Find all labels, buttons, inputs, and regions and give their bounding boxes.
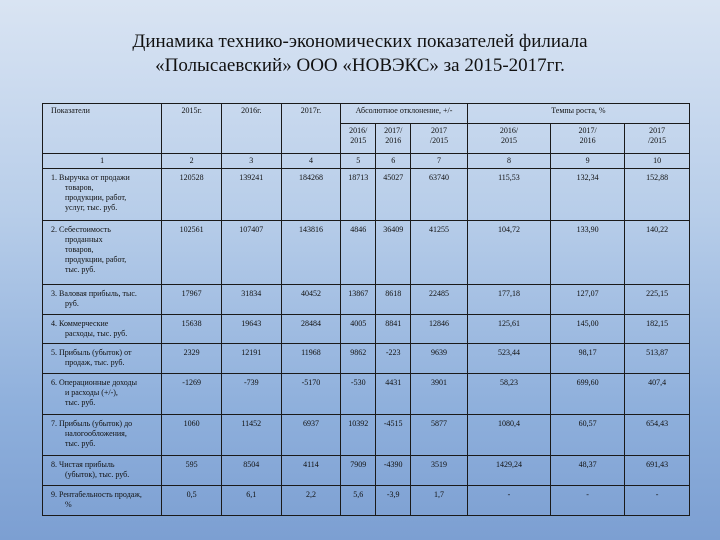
table-cell: 11452 xyxy=(221,414,281,455)
row-label-line: 6. Операционные доходы xyxy=(51,377,137,387)
table-cell: 4846 xyxy=(341,220,376,284)
header-period-4 xyxy=(467,124,550,154)
header-period-line: 2016 xyxy=(579,136,596,146)
table-cell: 145,00 xyxy=(551,314,625,344)
row-label-line: проданных xyxy=(65,234,103,244)
row-label-line: товаров, xyxy=(65,183,94,193)
row-label-line: продаж, тыс. руб. xyxy=(65,358,125,368)
table-cell: 523,44 xyxy=(467,344,550,374)
row-label-line: 8. Чистая прибыль xyxy=(51,459,115,469)
row-label-line: 5. Прибыль (убыток) от xyxy=(51,348,132,358)
table-cell: 4114 xyxy=(281,455,341,486)
table-row xyxy=(43,455,690,486)
row-label-line: продукции, работ, xyxy=(65,193,127,203)
table-cell: 115,53 xyxy=(467,169,550,220)
table-cell: 120528 xyxy=(162,169,222,220)
header-period-1 xyxy=(341,124,376,154)
row-label-line: тыс. руб. xyxy=(65,438,96,448)
row-label-line: (убыток), тыс. руб. xyxy=(65,469,130,479)
column-number: 1 xyxy=(43,154,162,169)
table-cell: 133,90 xyxy=(551,220,625,284)
table-cell: 9639 xyxy=(411,344,468,374)
row-label-line: % xyxy=(65,500,72,510)
table-cell: -5170 xyxy=(281,373,341,414)
table-cell: - xyxy=(625,486,690,516)
table-row xyxy=(43,344,690,374)
table-cell: 17967 xyxy=(162,284,222,314)
table-cell: 107407 xyxy=(221,220,281,284)
table-cell: -223 xyxy=(376,344,411,374)
table-cell: -4390 xyxy=(376,455,411,486)
table-cell: 28484 xyxy=(281,314,341,344)
table-cell: 182,15 xyxy=(625,314,690,344)
column-number: 4 xyxy=(281,154,341,169)
header-abs-deviation: Абсолютное отклонение, +/- xyxy=(341,104,468,124)
table-cell: 4431 xyxy=(376,373,411,414)
row-label-line: 3. Валовая прибыль, тыс. xyxy=(51,288,137,298)
column-number: 5 xyxy=(341,154,376,169)
table-cell: 125,61 xyxy=(467,314,550,344)
row-label-line: товаров, xyxy=(65,244,94,254)
row-label xyxy=(43,344,162,374)
header-period-line: 2015 xyxy=(350,136,367,146)
row-label-line: 1. Выручка от продажи xyxy=(51,173,130,183)
table-cell: 5,6 xyxy=(341,486,376,516)
table-cell: 40452 xyxy=(281,284,341,314)
row-label xyxy=(43,373,162,414)
table-cell: 41255 xyxy=(411,220,468,284)
row-label-line: 9. Рентабельность продаж, xyxy=(51,490,142,500)
table-cell: 11968 xyxy=(281,344,341,374)
title-line-1: Динамика технико-экономических показателей филиала xyxy=(132,31,588,52)
table-cell: 15638 xyxy=(162,314,222,344)
table-cell: 1,7 xyxy=(411,486,468,516)
header-indicators: Показатели xyxy=(43,104,162,154)
column-number: 7 xyxy=(411,154,468,169)
table-cell: 6,1 xyxy=(221,486,281,516)
table-cell: 2,2 xyxy=(281,486,341,516)
row-label-line: продукции, работ, xyxy=(65,254,127,264)
table-cell: 1060 xyxy=(162,414,222,455)
table-cell: 3519 xyxy=(411,455,468,486)
table-row xyxy=(43,414,690,455)
column-number: 9 xyxy=(551,154,625,169)
table-cell: 1080,4 xyxy=(467,414,550,455)
table-cell: 63740 xyxy=(411,169,468,220)
table-cell: 19643 xyxy=(221,314,281,344)
row-label-line: 4. Коммерческие xyxy=(51,318,109,328)
table-cell: 60,57 xyxy=(551,414,625,455)
table-cell: 132,34 xyxy=(551,169,625,220)
table-cell: 513,87 xyxy=(625,344,690,374)
table-cell: 127,07 xyxy=(551,284,625,314)
row-label-line: 2. Себестоимость xyxy=(51,224,111,234)
table-cell: 691,43 xyxy=(625,455,690,486)
header-period-line: 2016/ xyxy=(349,126,368,136)
table-row xyxy=(43,486,690,516)
table-cell: 9862 xyxy=(341,344,376,374)
header-period-line: 2017/ xyxy=(578,126,597,136)
header-period-line: 2016/ xyxy=(499,126,519,136)
header-period-2 xyxy=(376,124,411,154)
table-cell: 1429,24 xyxy=(467,455,550,486)
table-cell: 45027 xyxy=(376,169,411,220)
table-cell: 18713 xyxy=(341,169,376,220)
row-label xyxy=(43,414,162,455)
table-cell: 8618 xyxy=(376,284,411,314)
header-2015: 2015г. xyxy=(162,104,222,154)
table-row xyxy=(43,373,690,414)
header-2017: 2017г. xyxy=(281,104,341,154)
table-cell: 58,23 xyxy=(467,373,550,414)
header-period-line: 2016 xyxy=(385,136,402,146)
table-cell: 104,72 xyxy=(467,220,550,284)
row-label-line: руб. xyxy=(65,298,79,308)
header-2016: 2016г. xyxy=(221,104,281,154)
table-cell: -739 xyxy=(221,373,281,414)
table-cell: 36409 xyxy=(376,220,411,284)
row-label-line: налогообложения, xyxy=(65,428,127,438)
header-period-line: /2015 xyxy=(647,136,667,146)
table-cell: 177,18 xyxy=(467,284,550,314)
table-cell: 152,88 xyxy=(625,169,690,220)
header-period-line: 2017/ xyxy=(384,126,403,136)
row-label-line: услуг, тыс. руб. xyxy=(65,203,118,213)
column-number: 2 xyxy=(162,154,222,169)
table-cell: 143816 xyxy=(281,220,341,284)
table-cell: 4005 xyxy=(341,314,376,344)
table-cell: 595 xyxy=(162,455,222,486)
header-period-line: /2015 xyxy=(429,136,449,146)
row-label xyxy=(43,455,162,486)
table-cell: -3,9 xyxy=(376,486,411,516)
header-period-5 xyxy=(551,124,625,154)
table-cell: 654,43 xyxy=(625,414,690,455)
table-row xyxy=(43,220,690,284)
title-line-2: «Полысаевский» ООО «НОВЭКС» за 2015-2017гг. xyxy=(155,55,565,76)
header-period-line: 2017 xyxy=(649,126,666,136)
header-period-line: 2017 xyxy=(431,126,447,136)
row-label-line: 7. Прибыль (убыток) до xyxy=(51,418,133,428)
row-label-line: тыс. руб. xyxy=(65,264,96,274)
table-cell: 140,22 xyxy=(625,220,690,284)
column-number: 6 xyxy=(376,154,411,169)
table-cell: 225,15 xyxy=(625,284,690,314)
row-label-line: и расходы (+/-), xyxy=(65,387,118,397)
table-cell: 407,4 xyxy=(625,373,690,414)
row-label-line: тыс. руб. xyxy=(65,397,96,407)
row-label xyxy=(43,169,162,220)
table-cell: 48,37 xyxy=(551,455,625,486)
table-row xyxy=(43,314,690,344)
indicators-table xyxy=(42,103,690,516)
table-cell: 8504 xyxy=(221,455,281,486)
header-period-6 xyxy=(625,124,690,154)
row-label xyxy=(43,314,162,344)
row-label xyxy=(43,486,162,516)
table-cell: 31834 xyxy=(221,284,281,314)
table-cell: 0,5 xyxy=(162,486,222,516)
table-cell: -4515 xyxy=(376,414,411,455)
table-cell: 13867 xyxy=(341,284,376,314)
table-cell: - xyxy=(551,486,625,516)
table-cell: 7909 xyxy=(341,455,376,486)
header-period-3 xyxy=(411,124,468,154)
column-number: 8 xyxy=(467,154,550,169)
table-cell: 6937 xyxy=(281,414,341,455)
table-cell: 699,60 xyxy=(551,373,625,414)
table-cell: 102561 xyxy=(162,220,222,284)
row-label xyxy=(43,220,162,284)
table-cell: 12191 xyxy=(221,344,281,374)
table-row xyxy=(43,284,690,314)
header-period-line: 2015 xyxy=(500,136,517,146)
table-cell: 2329 xyxy=(162,344,222,374)
table-cell: 8841 xyxy=(376,314,411,344)
table-cell: - xyxy=(467,486,550,516)
column-number: 10 xyxy=(625,154,690,169)
table-cell: 12846 xyxy=(411,314,468,344)
header-growth-rate: Темпы роста, % xyxy=(467,104,689,124)
table-cell: 184268 xyxy=(281,169,341,220)
table-cell: 22485 xyxy=(411,284,468,314)
table-cell: 5877 xyxy=(411,414,468,455)
table-cell: -530 xyxy=(341,373,376,414)
column-number: 3 xyxy=(221,154,281,169)
table-row xyxy=(43,169,690,220)
table-cell: 98,17 xyxy=(551,344,625,374)
table-cell: 10392 xyxy=(341,414,376,455)
table-cell: -1269 xyxy=(162,373,222,414)
row-label-line: расходы, тыс. руб. xyxy=(65,328,128,338)
table-cell: 139241 xyxy=(221,169,281,220)
table-cell: 3901 xyxy=(411,373,468,414)
slide-title xyxy=(0,30,720,78)
row-label xyxy=(43,284,162,314)
